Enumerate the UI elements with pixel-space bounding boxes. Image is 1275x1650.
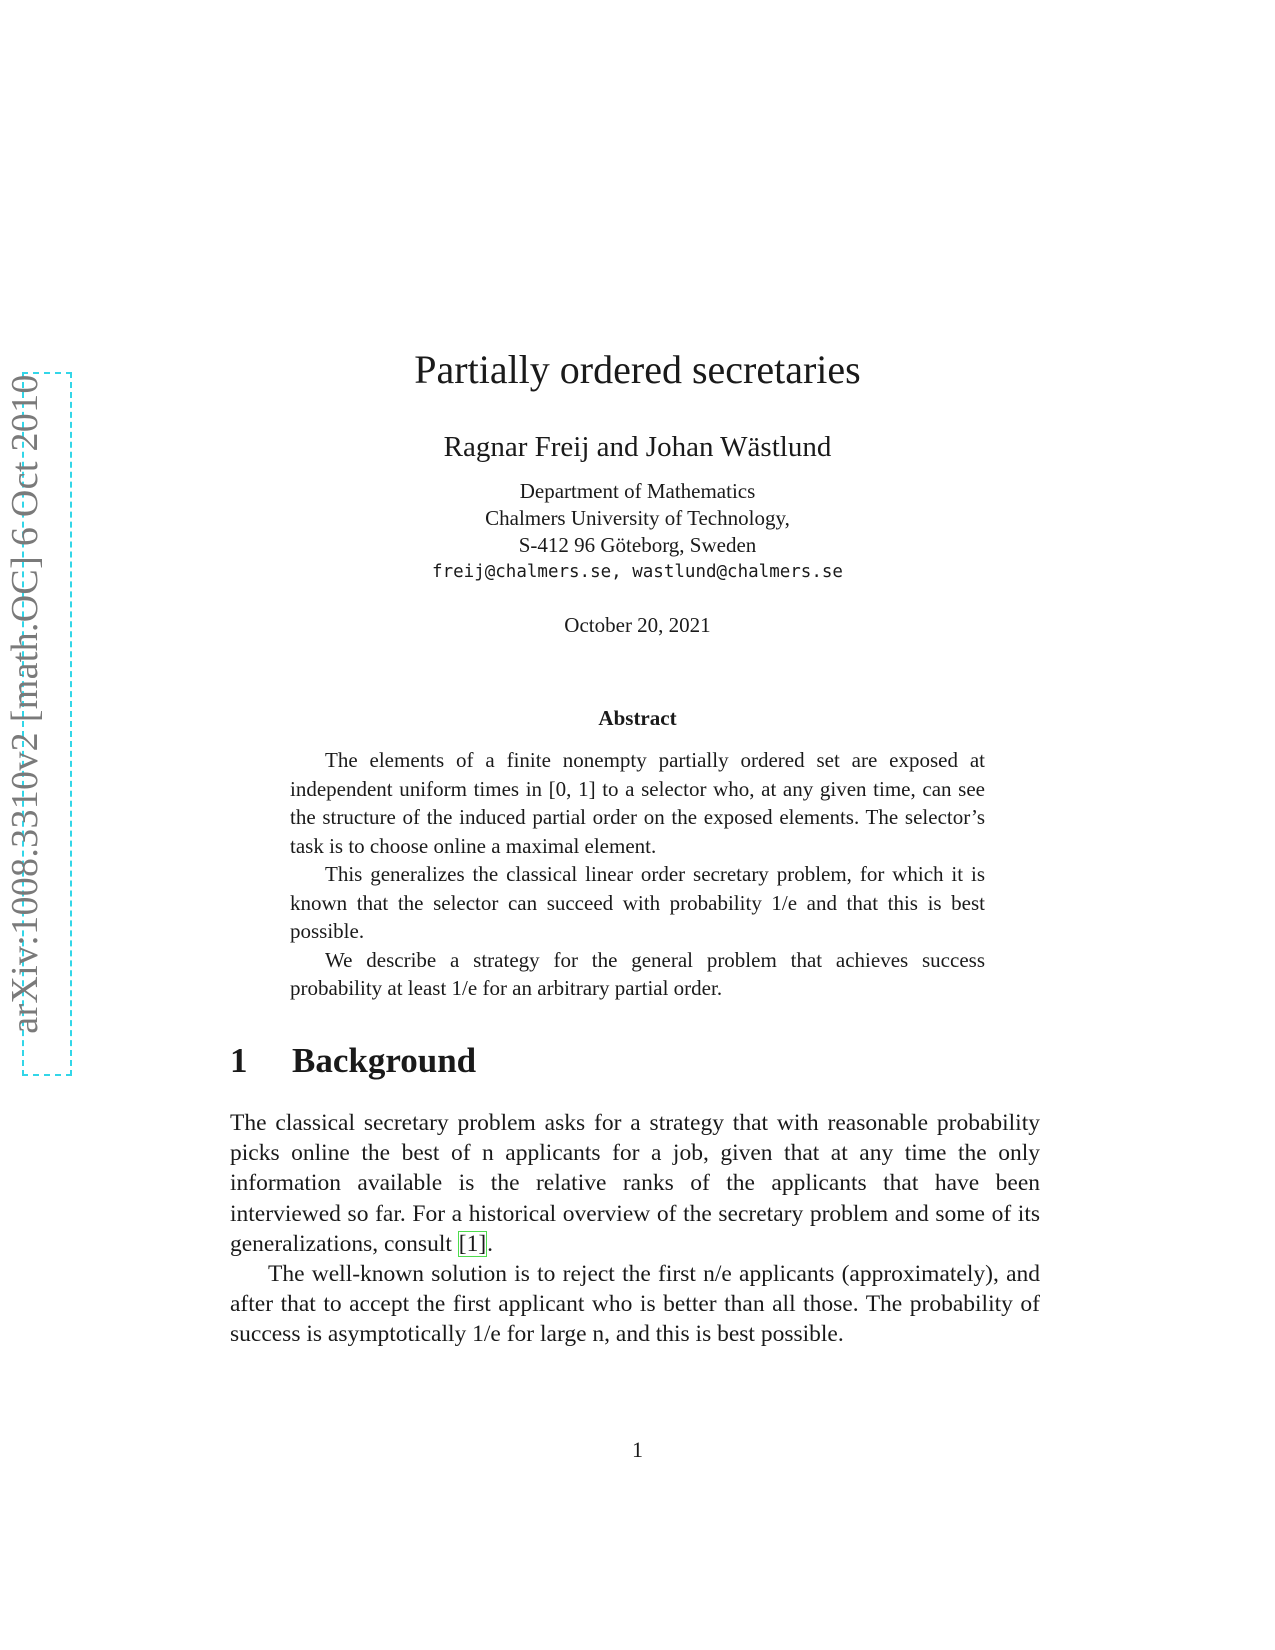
body-paragraph: The well-known solution is to reject the first n/e applicants (approximately), and after that to accept the first applicant who is better than all those. The probability of success is asymptotically 1/e for large n, and this is best possible. (230, 1261, 1040, 1348)
abstract-heading: Abstract (598, 706, 677, 730)
abstract-body (290, 746, 985, 1003)
citation-link[interactable]: [1] (458, 1230, 487, 1257)
section-heading (230, 1040, 476, 1082)
body-text-run: . (487, 1230, 494, 1257)
paper-title: Partially ordered secretaries (414, 347, 861, 392)
abstract-paragraph: We describe a strategy for the general problem that achieves success probability at least 1/e for an arbitrary partial order. (290, 947, 985, 1000)
arxiv-stamp[interactable]: arXiv:1008.3310v2 [math.OC] 6 Oct 2010 (4, 374, 46, 1034)
section-body (230, 1108, 1040, 1350)
author-emails: freij@chalmers.se, wastlund@chalmers.se (432, 562, 843, 582)
paper-authors: Ragnar Freij and Johan Wästlund (443, 431, 832, 463)
affiliation-university: Chalmers University of Technology, (485, 506, 790, 530)
body-paragraph (230, 1108, 1040, 1259)
abstract-paragraph: The elements of a finite nonempty partially ordered set are exposed at independent uniform times in [0, 1] to a selector who, at any given time, can see the structure of the induced partial order on the exposed elements. The selector’s task is to choose online a maximal element. (290, 748, 985, 858)
body-text-run: The classical secretary problem asks for a strategy that with reasonable probability picks online the best of n applicants for a job, given that at any time the only information available is the relative ranks of the applicants that have been interviewed so far. For a historical overview of the secretary problem and some of its generalizations, consult (230, 1110, 1040, 1257)
affiliation-address: S-412 96 Göteborg, Sweden (518, 533, 757, 557)
abstract-paragraph: This generalizes the classical linear order secretary problem, for which it is known that the selector can succeed with probability 1/e and that this is best possible. (290, 862, 985, 943)
section-number: 1 (230, 1041, 248, 1080)
affiliation-block (0, 478, 1275, 586)
section-title: Background (292, 1041, 477, 1080)
paper-date: October 20, 2021 (564, 613, 711, 637)
page-number: 1 (632, 1437, 643, 1462)
affiliation-department: Department of Mathematics (519, 479, 756, 503)
